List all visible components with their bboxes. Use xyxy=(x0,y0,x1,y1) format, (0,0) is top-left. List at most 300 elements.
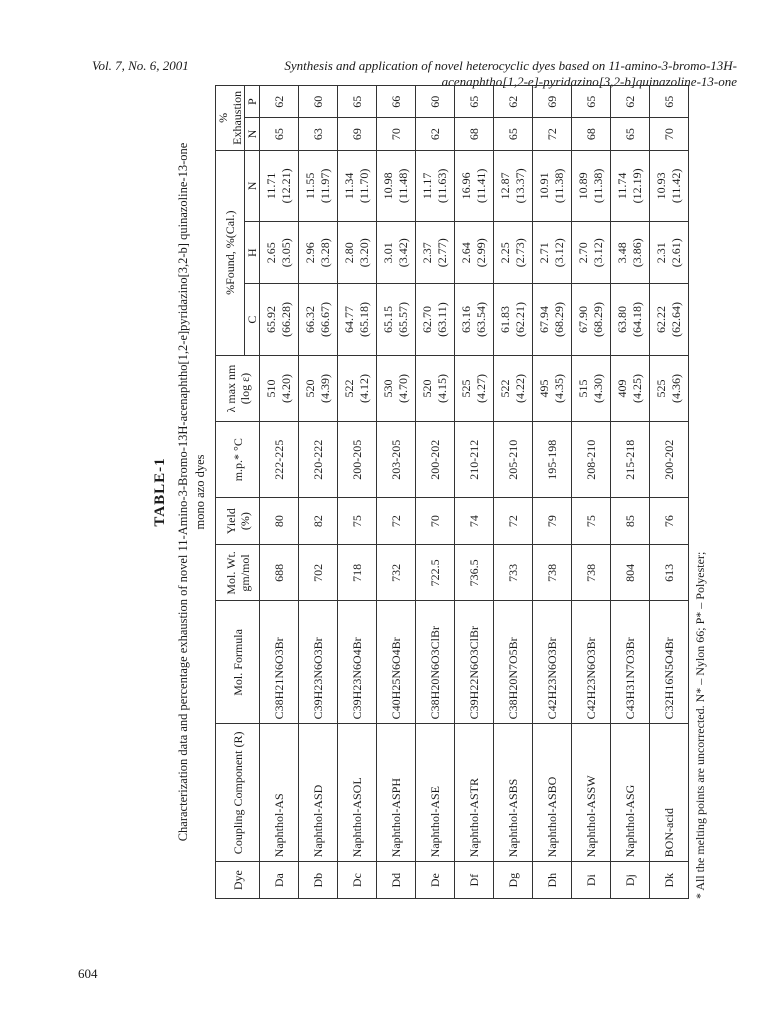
cell-mol-formula xyxy=(455,601,494,724)
cell-lambda-max-value: 515 xyxy=(576,379,590,398)
cell-mol-formula xyxy=(533,601,572,724)
cell-nitrogen-calculated: (12.19) xyxy=(630,168,644,204)
cell-dye xyxy=(611,862,650,899)
cell-exhaustion-polyester-value: 62 xyxy=(505,95,520,108)
cell-coupling-component-value: Naphthol-ASG xyxy=(622,784,637,858)
cell-hydrogen xyxy=(299,221,338,284)
cell-dye-value: Dg xyxy=(505,872,520,888)
cell-exhaustion-nylon-value: 68 xyxy=(466,128,481,141)
cell-dye xyxy=(299,862,338,899)
cell-exhaustion-polyester-value: 66 xyxy=(388,95,403,108)
cell-exhaustion-polyester xyxy=(260,86,299,118)
header-mol-wt: Mol. Wt. gm/mol xyxy=(216,545,260,601)
cell-dye-value: Dc xyxy=(349,873,364,888)
cell-mol-formula-value: C38H21N6O3Br xyxy=(271,637,286,720)
cell-hydrogen-calculated: (2.99) xyxy=(474,238,488,268)
cell-dye xyxy=(416,862,455,899)
cell-mol-wt xyxy=(650,545,689,601)
cell-nitrogen-value: 10.89 xyxy=(576,172,590,200)
cell-exhaustion-polyester xyxy=(416,86,455,118)
table-row xyxy=(455,86,494,899)
cell-yield xyxy=(455,497,494,544)
cell-hydrogen-value: 2.31 xyxy=(654,242,668,264)
cell-nitrogen-value: 10.91 xyxy=(537,172,551,200)
cell-lambda-max-value: 520 xyxy=(420,379,434,398)
cell-nitrogen-calculated: (11.97) xyxy=(318,168,332,204)
cell-hydrogen-value: 3.48 xyxy=(615,242,629,264)
cell-lambda-max xyxy=(377,355,416,422)
cell-mol-wt xyxy=(338,545,377,601)
cell-yield-value: 75 xyxy=(583,515,598,528)
cell-nitrogen-value: 11.34 xyxy=(342,172,356,200)
cell-coupling-component xyxy=(455,724,494,862)
cell-exhaustion-nylon-value: 69 xyxy=(349,128,364,141)
rotated-table-block xyxy=(152,85,708,899)
cell-melting-point xyxy=(377,422,416,497)
cell-carbon xyxy=(377,284,416,355)
cell-coupling-component xyxy=(533,724,572,862)
cell-melting-point-value: 200-205 xyxy=(349,439,364,480)
cell-exhaustion-nylon xyxy=(494,118,533,150)
cell-coupling-component xyxy=(338,724,377,862)
table-row xyxy=(377,86,416,899)
header-h: H xyxy=(245,221,260,284)
cell-exhaustion-polyester-value: 62 xyxy=(271,95,286,108)
cell-yield xyxy=(650,497,689,544)
header-nylon: N xyxy=(245,118,260,150)
cell-hydrogen-calculated: (3.12) xyxy=(591,238,605,268)
cell-melting-point xyxy=(416,422,455,497)
table-caption-line-2: mono azo dyes xyxy=(193,454,207,530)
cell-dye xyxy=(494,862,533,899)
cell-melting-point-value: 208-210 xyxy=(583,439,598,480)
cell-lambda-max xyxy=(260,355,299,422)
cell-coupling-component xyxy=(494,724,533,862)
cell-lambda-max-value: 495 xyxy=(537,379,551,398)
cell-lambda-max-value: 522 xyxy=(498,379,512,398)
cell-melting-point xyxy=(260,422,299,497)
cell-hydrogen-value: 2.65 xyxy=(264,242,278,264)
cell-yield xyxy=(533,497,572,544)
cell-carbon xyxy=(533,284,572,355)
running-title-line-2: acenaphtho[1,2-e]-pyridazino[3,2-b]quinazoline-13-one xyxy=(441,74,737,89)
cell-exhaustion-nylon-value: 72 xyxy=(544,128,559,141)
cell-yield xyxy=(494,497,533,544)
cell-dye xyxy=(260,862,299,899)
cell-yield xyxy=(299,497,338,544)
cell-hydrogen-calculated: (3.05) xyxy=(279,238,293,268)
cell-exhaustion-polyester xyxy=(611,86,650,118)
table-row xyxy=(260,86,299,899)
cell-dye xyxy=(572,862,611,899)
cell-coupling-component xyxy=(299,724,338,862)
cell-mol-wt xyxy=(377,545,416,601)
cell-mol-wt xyxy=(260,545,299,601)
cell-mol-formula xyxy=(260,601,299,724)
cell-melting-point-value: 195-198 xyxy=(544,439,559,480)
cell-exhaustion-polyester xyxy=(455,86,494,118)
cell-mol-formula xyxy=(494,601,533,724)
cell-melting-point-value: 220-222 xyxy=(310,439,325,480)
header-yield: Yield (%) xyxy=(216,497,260,544)
cell-mol-wt-value: 613 xyxy=(661,563,676,582)
table-row xyxy=(611,86,650,899)
cell-melting-point-value: 200-202 xyxy=(661,439,676,480)
cell-nitrogen xyxy=(494,150,533,221)
cell-carbon-calculated: (62.64) xyxy=(669,302,683,338)
cell-lambda-max xyxy=(611,355,650,422)
cell-nitrogen xyxy=(572,150,611,221)
cell-exhaustion-nylon xyxy=(650,118,689,150)
cell-coupling-component xyxy=(650,724,689,862)
cell-mol-wt-value: 736.5 xyxy=(466,559,481,587)
cell-mol-wt-value: 804 xyxy=(622,563,637,582)
cell-mol-formula-value: C38H20N6O3ClBr xyxy=(427,626,442,720)
cell-dye-value: De xyxy=(427,873,442,888)
cell-carbon xyxy=(494,284,533,355)
cell-exhaustion-polyester xyxy=(533,86,572,118)
cell-melting-point-value: 205-210 xyxy=(505,439,520,480)
cell-lambda-max-calculated: (4.25) xyxy=(630,374,644,404)
cell-carbon xyxy=(338,284,377,355)
cell-carbon xyxy=(260,284,299,355)
cell-lambda-max-value: 409 xyxy=(615,379,629,398)
table-title: TABLE-1 xyxy=(152,457,168,527)
cell-hydrogen xyxy=(533,221,572,284)
cell-hydrogen-value: 2.25 xyxy=(498,242,512,264)
cell-mol-wt xyxy=(494,545,533,601)
cell-hydrogen-value: 2.37 xyxy=(420,242,434,264)
cell-yield-value: 72 xyxy=(388,515,403,528)
cell-coupling-component xyxy=(611,724,650,862)
cell-exhaustion-nylon-value: 65 xyxy=(505,128,520,141)
cell-mol-formula-value: C38H20N7O5Br xyxy=(505,637,520,720)
cell-hydrogen-calculated: (3.42) xyxy=(396,238,410,268)
cell-carbon-calculated: (65.57) xyxy=(396,302,410,338)
cell-mol-formula xyxy=(650,601,689,724)
cell-coupling-component xyxy=(572,724,611,862)
cell-nitrogen xyxy=(416,150,455,221)
cell-nitrogen-value: 16.96 xyxy=(459,172,473,200)
cell-lambda-max-calculated: (4.30) xyxy=(591,374,605,404)
cell-nitrogen-calculated: (11.63) xyxy=(435,168,449,204)
header-melting-point: m.p.* °C xyxy=(216,422,260,497)
cell-lambda-max-calculated: (4.36) xyxy=(669,374,683,404)
cell-dye-value: Df xyxy=(466,873,481,887)
cell-hydrogen xyxy=(455,221,494,284)
cell-hydrogen xyxy=(260,221,299,284)
cell-carbon-calculated: (63.11) xyxy=(435,302,449,337)
table-row xyxy=(338,86,377,899)
cell-carbon-calculated: (65.18) xyxy=(357,302,371,338)
cell-exhaustion-nylon xyxy=(533,118,572,150)
cell-nitrogen xyxy=(455,150,494,221)
cell-carbon xyxy=(416,284,455,355)
cell-mol-wt xyxy=(611,545,650,601)
cell-carbon-value: 65.92 xyxy=(264,306,278,334)
cell-mol-wt xyxy=(572,545,611,601)
cell-nitrogen-value: 11.74 xyxy=(615,172,629,200)
cell-nitrogen-value: 12.87 xyxy=(498,172,512,200)
cell-melting-point xyxy=(299,422,338,497)
cell-hydrogen-calculated: (2.61) xyxy=(669,238,683,268)
cell-mol-formula xyxy=(338,601,377,724)
header-c: C xyxy=(245,284,260,355)
cell-carbon-calculated: (62.21) xyxy=(513,302,527,338)
cell-melting-point-value: 203-205 xyxy=(388,439,403,480)
cell-hydrogen-calculated: (2.77) xyxy=(435,238,449,268)
cell-nitrogen-calculated: (11.70) xyxy=(357,168,371,204)
table-caption-line-1: Characterization data and percentage exhaustion of novel 11-Amino-3-Bromo-13H-acenaphtho[1,2-e]pyridazino[3,2-b] quinazoline-13-one xyxy=(176,142,190,842)
cell-melting-point xyxy=(572,422,611,497)
cell-nitrogen-calculated: (13.37) xyxy=(513,168,527,204)
cell-mol-formula-value: C43H31N7O3Br xyxy=(622,637,637,720)
cell-lambda-max xyxy=(533,355,572,422)
cell-lambda-max xyxy=(572,355,611,422)
cell-exhaustion-nylon xyxy=(377,118,416,150)
cell-hydrogen-calculated: (2.73) xyxy=(513,238,527,268)
cell-nitrogen xyxy=(299,150,338,221)
cell-coupling-component-value: Naphthol-ASPH xyxy=(388,778,403,858)
cell-exhaustion-nylon xyxy=(338,118,377,150)
cell-dye xyxy=(533,862,572,899)
cell-yield-value: 85 xyxy=(622,515,637,528)
cell-exhaustion-polyester xyxy=(494,86,533,118)
cell-dye-value: Dd xyxy=(388,872,403,888)
cell-hydrogen xyxy=(572,221,611,284)
cell-coupling-component-value: Naphthol-ASBO xyxy=(544,776,559,858)
cell-exhaustion-nylon-value: 62 xyxy=(427,128,442,141)
cell-exhaustion-polyester-value: 60 xyxy=(427,95,442,108)
header-lambda-max: λ max nm (log ε) xyxy=(216,355,260,422)
cell-lambda-max-value: 530 xyxy=(381,379,395,398)
cell-melting-point-value: 222-225 xyxy=(271,439,286,480)
cell-mol-formula-value: C32H16N5O4Br xyxy=(661,637,676,720)
cell-dye xyxy=(455,862,494,899)
cell-dye-value: Dk xyxy=(661,872,676,888)
cell-mol-formula xyxy=(611,601,650,724)
cell-exhaustion-polyester-value: 60 xyxy=(310,95,325,108)
cell-yield-value: 80 xyxy=(271,515,286,528)
cell-mol-wt-value: 688 xyxy=(271,563,286,582)
cell-carbon xyxy=(572,284,611,355)
cell-nitrogen xyxy=(377,150,416,221)
cell-lambda-max xyxy=(494,355,533,422)
cell-coupling-component xyxy=(260,724,299,862)
cell-hydrogen xyxy=(338,221,377,284)
cell-carbon-value: 62.70 xyxy=(420,306,434,334)
cell-coupling-component-value: Naphthol-ASTR xyxy=(466,778,481,858)
cell-lambda-max xyxy=(650,355,689,422)
cell-exhaustion-polyester-value: 69 xyxy=(544,95,559,108)
cell-carbon xyxy=(650,284,689,355)
cell-dye-value: Dj xyxy=(622,874,637,887)
cell-coupling-component-value: Naphthol-ASE xyxy=(427,786,442,858)
cell-melting-point-value: 200-202 xyxy=(427,439,442,480)
cell-mol-wt xyxy=(299,545,338,601)
cell-hydrogen xyxy=(650,221,689,284)
cell-nitrogen xyxy=(650,150,689,221)
cell-mol-formula-value: C39H22N6O3ClBr xyxy=(466,626,481,720)
cell-hydrogen-value: 2.64 xyxy=(459,242,473,264)
cell-coupling-component-value: Naphthol-ASBS xyxy=(505,778,520,858)
page-number: 604 xyxy=(78,966,98,981)
header-mol-formula: Mol. Formula xyxy=(216,601,260,724)
cell-exhaustion-polyester xyxy=(299,86,338,118)
cell-coupling-component-value: Naphthol-AS xyxy=(271,793,286,858)
cell-exhaustion-nylon xyxy=(572,118,611,150)
table-footnote: * All the melting points are uncorrected. N* – Nylon 66; P* – Polyester; xyxy=(693,551,707,899)
cell-exhaustion-nylon xyxy=(260,118,299,150)
cell-exhaustion-nylon xyxy=(416,118,455,150)
cell-mol-wt-value: 733 xyxy=(505,563,520,582)
cell-nitrogen-value: 11.17 xyxy=(420,172,434,200)
cell-yield-value: 70 xyxy=(427,515,442,528)
cell-melting-point-value: 215-218 xyxy=(622,439,637,480)
cell-exhaustion-polyester-value: 65 xyxy=(349,95,364,108)
cell-carbon-value: 67.90 xyxy=(576,306,590,334)
cell-hydrogen-value: 2.96 xyxy=(303,242,317,264)
cell-carbon-calculated: (64.18) xyxy=(630,302,644,338)
header-dye: Dye xyxy=(216,862,260,899)
cell-carbon-value: 66.32 xyxy=(303,306,317,334)
cell-melting-point xyxy=(455,422,494,497)
header-found-calc: %Found, %(Cal.) xyxy=(216,150,245,355)
cell-mol-wt xyxy=(416,545,455,601)
cell-exhaustion-polyester-value: 65 xyxy=(661,95,676,108)
cell-carbon-calculated: (66.28) xyxy=(279,302,293,338)
cell-carbon-value: 61.83 xyxy=(498,306,512,334)
cell-yield-value: 74 xyxy=(466,515,481,528)
cell-mol-formula-value: C40H25N6O4Br xyxy=(388,637,403,720)
cell-carbon xyxy=(299,284,338,355)
cell-mol-wt-value: 738 xyxy=(544,563,559,582)
cell-nitrogen xyxy=(260,150,299,221)
cell-carbon xyxy=(611,284,650,355)
cell-mol-wt-value: 718 xyxy=(349,563,364,582)
cell-lambda-max-calculated: (4.15) xyxy=(435,374,449,404)
cell-nitrogen xyxy=(533,150,572,221)
header-coupling-component: Coupling Component (R) xyxy=(216,724,260,862)
cell-yield xyxy=(611,497,650,544)
cell-mol-wt-value: 732 xyxy=(388,563,403,582)
cell-lambda-max-value: 520 xyxy=(303,379,317,398)
cell-coupling-component-value: Naphthol-ASSW xyxy=(583,775,598,858)
cell-lambda-max-calculated: (4.70) xyxy=(396,374,410,404)
cell-exhaustion-polyester-value: 65 xyxy=(583,95,598,108)
cell-mol-wt xyxy=(533,545,572,601)
cell-mol-formula-value: C39H23N6O4Br xyxy=(349,637,364,720)
cell-nitrogen-value: 10.93 xyxy=(654,172,668,200)
cell-yield-value: 79 xyxy=(544,515,559,528)
table-row xyxy=(299,86,338,899)
cell-coupling-component xyxy=(377,724,416,862)
cell-exhaustion-polyester xyxy=(572,86,611,118)
cell-dye xyxy=(650,862,689,899)
table-row xyxy=(650,86,689,899)
header-exhaustion: % Exhaustion xyxy=(216,86,245,151)
cell-lambda-max-value: 510 xyxy=(264,379,278,398)
cell-nitrogen-calculated: (11.41) xyxy=(474,168,488,204)
cell-mol-formula xyxy=(299,601,338,724)
cell-lambda-max-calculated: (4.39) xyxy=(318,374,332,404)
cell-yield xyxy=(416,497,455,544)
cell-hydrogen xyxy=(377,221,416,284)
cell-melting-point-value: 210-212 xyxy=(466,439,481,480)
running-title-line-1: Synthesis and application of novel heterocyclic dyes based on 11-amino-3-bromo-13H- xyxy=(284,58,737,73)
cell-coupling-component-value: BON-acid xyxy=(661,808,676,858)
cell-dye-value: Da xyxy=(271,873,286,888)
cell-hydrogen-value: 2.70 xyxy=(576,242,590,264)
cell-mol-formula-value: C42H23N6O3Br xyxy=(544,637,559,720)
cell-exhaustion-polyester xyxy=(338,86,377,118)
cell-carbon-calculated: (68.29) xyxy=(552,302,566,338)
cell-lambda-max xyxy=(299,355,338,422)
cell-hydrogen-calculated: (3.86) xyxy=(630,238,644,268)
cell-exhaustion-nylon xyxy=(455,118,494,150)
cell-hydrogen xyxy=(416,221,455,284)
cell-carbon-calculated: (63.54) xyxy=(474,302,488,338)
cell-yield-value: 82 xyxy=(310,515,325,528)
cell-mol-wt-value: 702 xyxy=(310,563,325,582)
cell-carbon-value: 64.77 xyxy=(342,306,356,334)
cell-exhaustion-nylon xyxy=(299,118,338,150)
cell-melting-point xyxy=(650,422,689,497)
cell-melting-point xyxy=(338,422,377,497)
cell-yield xyxy=(260,497,299,544)
cell-carbon-value: 62.22 xyxy=(654,306,668,334)
cell-hydrogen xyxy=(611,221,650,284)
cell-lambda-max-calculated: (4.35) xyxy=(552,374,566,404)
cell-hydrogen-value: 3.01 xyxy=(381,242,395,264)
cell-dye xyxy=(377,862,416,899)
cell-mol-wt-value: 722.5 xyxy=(427,559,442,587)
cell-dye-value: Dh xyxy=(544,872,559,888)
cell-yield-value: 76 xyxy=(661,515,676,528)
cell-hydrogen xyxy=(494,221,533,284)
cell-yield xyxy=(572,497,611,544)
cell-nitrogen-value: 10.98 xyxy=(381,172,395,200)
cell-carbon-value: 65.15 xyxy=(381,306,395,334)
cell-nitrogen-calculated: (11.42) xyxy=(669,168,683,204)
cell-yield xyxy=(377,497,416,544)
cell-hydrogen-calculated: (3.28) xyxy=(318,238,332,268)
table-caption xyxy=(175,85,209,899)
cell-carbon-value: 67.94 xyxy=(537,306,551,334)
cell-yield xyxy=(338,497,377,544)
cell-mol-wt xyxy=(455,545,494,601)
cell-nitrogen xyxy=(611,150,650,221)
cell-melting-point xyxy=(611,422,650,497)
cell-melting-point xyxy=(494,422,533,497)
cell-exhaustion-polyester xyxy=(650,86,689,118)
cell-carbon-calculated: (66.67) xyxy=(318,302,332,338)
journal-volume: Vol. 7, No. 6, 2001 xyxy=(92,58,189,73)
cell-nitrogen-value: 11.55 xyxy=(303,172,317,200)
cell-mol-wt-value: 738 xyxy=(583,563,598,582)
cell-dye-value: Di xyxy=(583,874,598,887)
table-row xyxy=(572,86,611,899)
cell-yield-value: 72 xyxy=(505,515,520,528)
cell-nitrogen-calculated: (11.38) xyxy=(552,168,566,204)
cell-dye xyxy=(338,862,377,899)
cell-exhaustion-polyester xyxy=(377,86,416,118)
cell-lambda-max xyxy=(455,355,494,422)
cell-hydrogen-calculated: (3.20) xyxy=(357,238,371,268)
cell-dye-value: Db xyxy=(310,872,325,888)
table-row xyxy=(416,86,455,899)
cell-exhaustion-nylon-value: 63 xyxy=(310,128,325,141)
